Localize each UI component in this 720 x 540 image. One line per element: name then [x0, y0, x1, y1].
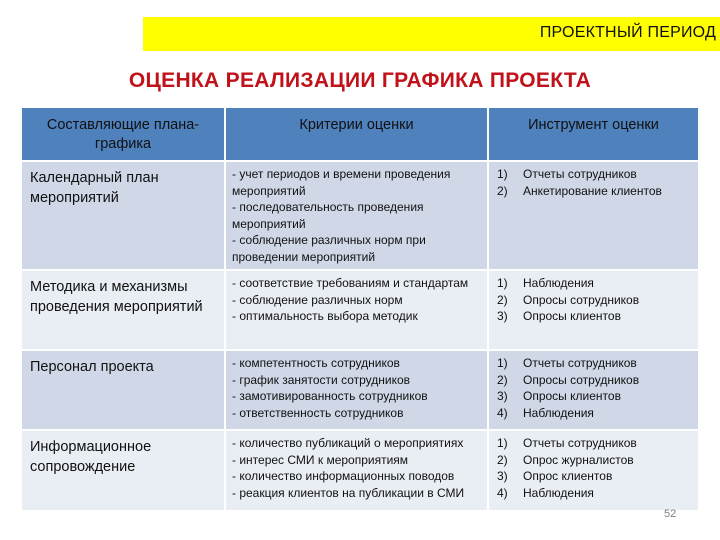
tool-item	[497, 435, 694, 452]
tool-item	[497, 308, 694, 325]
criteria-line: - количество информационных поводов	[232, 469, 455, 483]
slide-title: ОЦЕНКА РЕАЛИЗАЦИИ ГРАФИКА ПРОЕКТА	[128, 69, 592, 92]
criteria-line: - количество публикаций о мероприятиях	[232, 436, 464, 450]
tool-item-label: Анкетирование клиентов	[523, 183, 662, 198]
tool-item-number: 2)	[497, 452, 508, 467]
tool-item-number: 2)	[497, 183, 508, 198]
criteria-line: - учет периодов и времени проведения	[232, 167, 451, 181]
tool-cell	[488, 161, 698, 270]
tool-item-label: Опросы сотрудников	[523, 292, 640, 307]
evaluation-table	[22, 108, 698, 510]
component-cell: Информационное сопровождение	[22, 430, 225, 510]
tool-item	[497, 452, 694, 469]
criteria-line: - ответственность сотрудников	[232, 405, 404, 420]
tool-item	[497, 372, 694, 389]
tool-item-number: 4)	[497, 405, 508, 420]
tool-item-label: Отчеты сотрудников	[523, 356, 637, 370]
criteria-cell	[225, 350, 488, 430]
table-row	[22, 350, 698, 430]
criteria-line: мероприятий	[232, 183, 306, 198]
tool-item	[497, 355, 694, 372]
tool-item-label: Наблюдения	[523, 485, 594, 500]
criteria-line: - реакция клиентов на публикации в СМИ	[232, 485, 465, 500]
tool-cell	[488, 430, 698, 510]
criteria-line: - оптимальность выбора методик	[232, 309, 418, 323]
criteria-line: - компетентность сотрудников	[232, 356, 400, 370]
criteria-line: проведении мероприятий	[232, 249, 376, 264]
tool-item-number: 3)	[497, 389, 508, 403]
tool-item-number: 2)	[497, 372, 508, 387]
tool-item-label: Опросы клиентов	[523, 389, 621, 403]
tool-item-label: Опросы сотрудников	[523, 372, 640, 387]
criteria-cell	[225, 430, 488, 510]
tool-item-label: Наблюдения	[523, 276, 594, 290]
tool-item-number: 1)	[497, 276, 508, 290]
tool-item-label: Наблюдения	[523, 405, 594, 420]
tool-item	[497, 292, 694, 309]
tool-item	[497, 166, 694, 183]
table-row	[22, 270, 698, 350]
criteria-line: - интерес СМИ к мероприятиям	[232, 452, 409, 467]
component-cell: Персонал проекта	[22, 350, 225, 430]
tool-item	[497, 485, 694, 502]
tool-item-label: Опрос журналистов	[523, 452, 634, 467]
tool-item-label: Опросы клиентов	[523, 309, 621, 323]
criteria-line: - график занятости сотрудников	[232, 372, 411, 387]
criteria-line: - замотивированность сотрудников	[232, 389, 428, 403]
tool-cell	[488, 350, 698, 430]
tool-item	[497, 275, 694, 292]
criteria-line: мероприятий	[232, 216, 306, 231]
table-header-row	[22, 108, 698, 161]
tool-item-label: Опрос клиентов	[523, 469, 613, 483]
page-number: 52	[664, 508, 677, 520]
tool-item-number: 3)	[497, 309, 508, 323]
section-label: ПРОЕКТНЫЙ ПЕРИОД	[539, 24, 716, 41]
tool-item-number: 2)	[497, 292, 508, 307]
tool-item	[497, 388, 694, 405]
tool-cell	[488, 270, 698, 350]
tool-item-number: 3)	[497, 469, 508, 483]
column-header-component: Составляющие плана-графика	[22, 108, 225, 161]
tool-item	[497, 405, 694, 422]
tool-item	[497, 183, 694, 200]
component-cell: Календарный план мероприятий	[22, 161, 225, 270]
criteria-line: - последовательность проведения	[232, 200, 424, 214]
tool-item-number: 4)	[497, 485, 508, 500]
criteria-line: - соответствие требованиям и стандартам	[232, 276, 469, 290]
column-header-tool: Инструмент оценки	[488, 108, 698, 161]
table-row	[22, 430, 698, 510]
tool-item-number: 1)	[497, 167, 508, 181]
criteria-line: - соблюдение различных норм при	[232, 233, 426, 247]
tool-item-label: Отчеты сотрудников	[523, 436, 637, 450]
tool-item-label: Отчеты сотрудников	[523, 167, 637, 181]
tool-item-number: 1)	[497, 356, 508, 370]
component-cell: Методика и механизмы проведения мероприятий	[22, 270, 225, 350]
criteria-cell	[225, 270, 488, 350]
criteria-line: - соблюдение различных норм	[232, 292, 403, 307]
header-banner	[143, 17, 720, 51]
tool-item-number: 1)	[497, 436, 508, 450]
table-row	[22, 161, 698, 270]
column-header-criteria: Критерии оценки	[225, 108, 488, 161]
criteria-cell	[225, 161, 488, 270]
tool-item	[497, 468, 694, 485]
